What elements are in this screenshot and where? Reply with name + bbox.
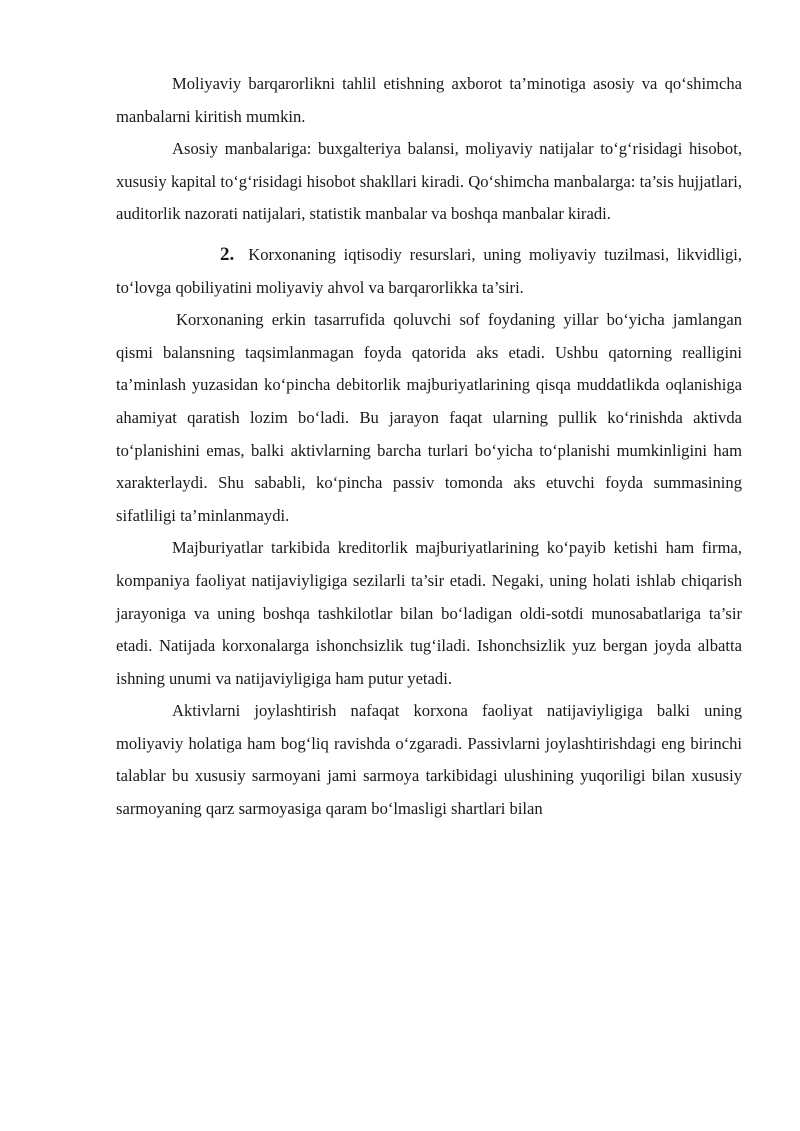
section-heading bbox=[116, 239, 742, 304]
section-number: 2. bbox=[220, 243, 235, 265]
paragraph-info-sources: Moliyaviy barqarorlikni tahlil etishning axborot ta’minotiga asosiy va qo‘shimcha manbalarni kiritish mumkin. bbox=[116, 74, 742, 126]
paragraph-assets-placement: Aktivlarni joylashtirish nafaqat korxona faoliyat natijaviyligiga balki uning moliyaviy holatiga ham bog‘liq ravishda o‘zgaradi. Passivlarni joylashtirishdagi eng birinchi talablar bu xususiy sarmoyani jami sarmoya tarkibidagi ulushining yuqoriligi bilan xususiy sarmoyaning qarz sarmoyasiga qaram bo‘lmasligi shartlari bilan bbox=[116, 701, 742, 819]
section-heading-text: Korxonaning iqtisodiy resurslari, uning moliyaviy tuzilmasi, likvidligi, to‘lovga qobiliyatini moliyaviy ahvol va barqarorlikka ta’siri. bbox=[116, 244, 742, 297]
paragraph-main-sources: Asosiy manbalariga: buxgalteriya balansi, moliyaviy natijalar to‘g‘risidagi hisobot, xususiy kapital to‘g‘risidagi hisobot shakllari kiradi. Qo‘shimcha manbalarga: ta’sis hujjatlari, auditorlik nazorati natijalari, statistik manbalar va boshqa manbalar kiradi. bbox=[116, 139, 742, 224]
paragraph-liabilities: Majburiyatlar tarkibida kreditorlik majburiyatlarining ko‘payib ketishi ham firma, kompaniya faoliyat natijaviyligiga sezilarli ta’sir etadi. Negaki, uning holati ishlab chiqarish jarayoniga va uning boshqa tashkilotlar bilan bo‘ladigan oldi-sotdi munosabatlariga ta’sir etadi. Natijada korxonalarga ishonchsizlik tug‘iladi. Ishonchsizlik yuz bergan joyda albatta ishning unumi va natijaviyligiga ham putur yetadi. bbox=[116, 538, 742, 688]
paragraph-retained-earnings: Korxonaning erkin tasarrufida qoluvchi sof foydaning yillar bo‘yicha jamlangan qismi balansning taqsimlanmagan foyda qatorida aks etadi. Ushbu qatorning realligini ta’minlash yuzasidan ko‘pincha debitorlik majburiyatlarining qisqa muddatlikda oqlanishiga ahamiyat qaratish lozim bo‘ladi. Bu jarayon faqat ularning pullik ko‘rinishda aktivda to‘planishini emas, balki aktivlarning barcha turlari bo‘yicha to‘planishi mumkinligini ham xarakterlaydi. Shu sababli, ko‘pincha passiv tomonda aks etuvchi foyda summasining sifatliligi ta’minlanmaydi. bbox=[116, 310, 742, 525]
